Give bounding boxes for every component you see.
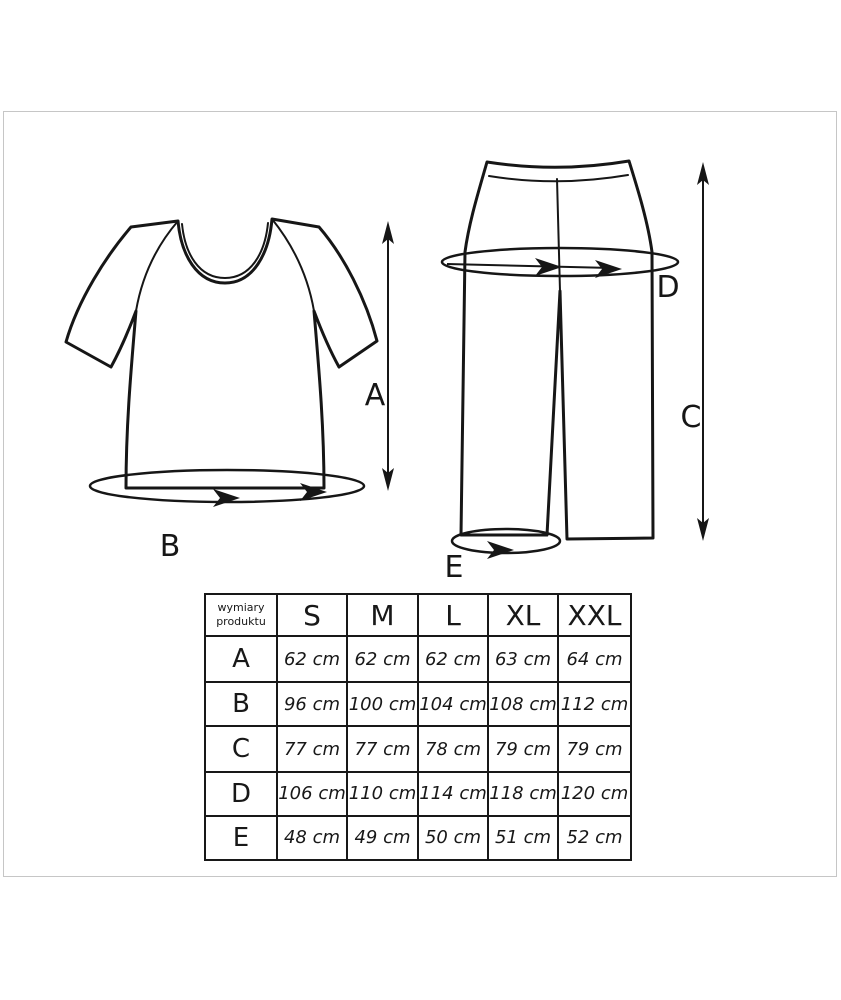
value-d-m: 110 cm [347,772,418,816]
value-e-s: 48 cm [277,816,347,860]
value-e-m: 49 cm [347,816,418,860]
value-d-xxl: 120 cm [558,772,631,816]
value-a-xl: 63 cm [488,636,558,682]
shirt-length-label: A [364,378,386,413]
value-a-xxl: 64 cm [558,636,631,682]
table-row-c [205,726,631,771]
value-b-m: 100 cm [347,682,418,726]
leg-opening-label: E [444,550,464,585]
tshirt-drawing [66,219,394,564]
shirt-width-arrowhead-1 [213,489,240,507]
table-header-row [205,594,631,636]
row-label-a: A [205,636,277,682]
table-row-b [205,682,631,726]
value-c-m: 77 cm [347,726,418,771]
table-corner-label: wymiary produktu [205,594,277,636]
row-label-c: C [205,726,277,771]
value-a-s: 62 cm [277,636,347,682]
table-row-d [205,772,631,816]
value-e-xxl: 52 cm [558,816,631,860]
column-header-s: S [277,594,347,636]
value-b-xl: 108 cm [488,682,558,726]
value-d-xl: 118 cm [488,772,558,816]
pants-drawing [442,161,709,585]
column-header-xxl: XXL [558,594,631,636]
table-row-e [205,816,631,860]
row-label-d: D [205,772,277,816]
value-c-s: 77 cm [277,726,347,771]
value-d-l: 114 cm [418,772,488,816]
row-label-e: E [205,816,277,860]
value-b-l: 104 cm [418,682,488,726]
pants-outline [461,161,653,539]
value-c-xl: 79 cm [488,726,558,771]
table-row-a [205,636,631,682]
value-b-xxl: 112 cm [558,682,631,726]
column-header-l: L [418,594,488,636]
value-b-s: 96 cm [277,682,347,726]
column-header-m: M [347,594,418,636]
column-header-xl: XL [488,594,558,636]
value-d-s: 106 cm [277,772,347,816]
tshirt-outline [66,219,377,488]
value-c-xxl: 79 cm [558,726,631,771]
row-label-b: B [205,682,277,726]
value-e-xl: 51 cm [488,816,558,860]
value-a-l: 62 cm [418,636,488,682]
value-c-l: 78 cm [418,726,488,771]
value-a-m: 62 cm [347,636,418,682]
shirt-width-label: B [159,529,181,564]
pants-length-label: C [680,400,702,435]
pants-hip-label: D [656,270,680,305]
leg-opening-arrowhead [487,541,514,559]
value-e-l: 50 cm [418,816,488,860]
size-table [204,593,632,861]
